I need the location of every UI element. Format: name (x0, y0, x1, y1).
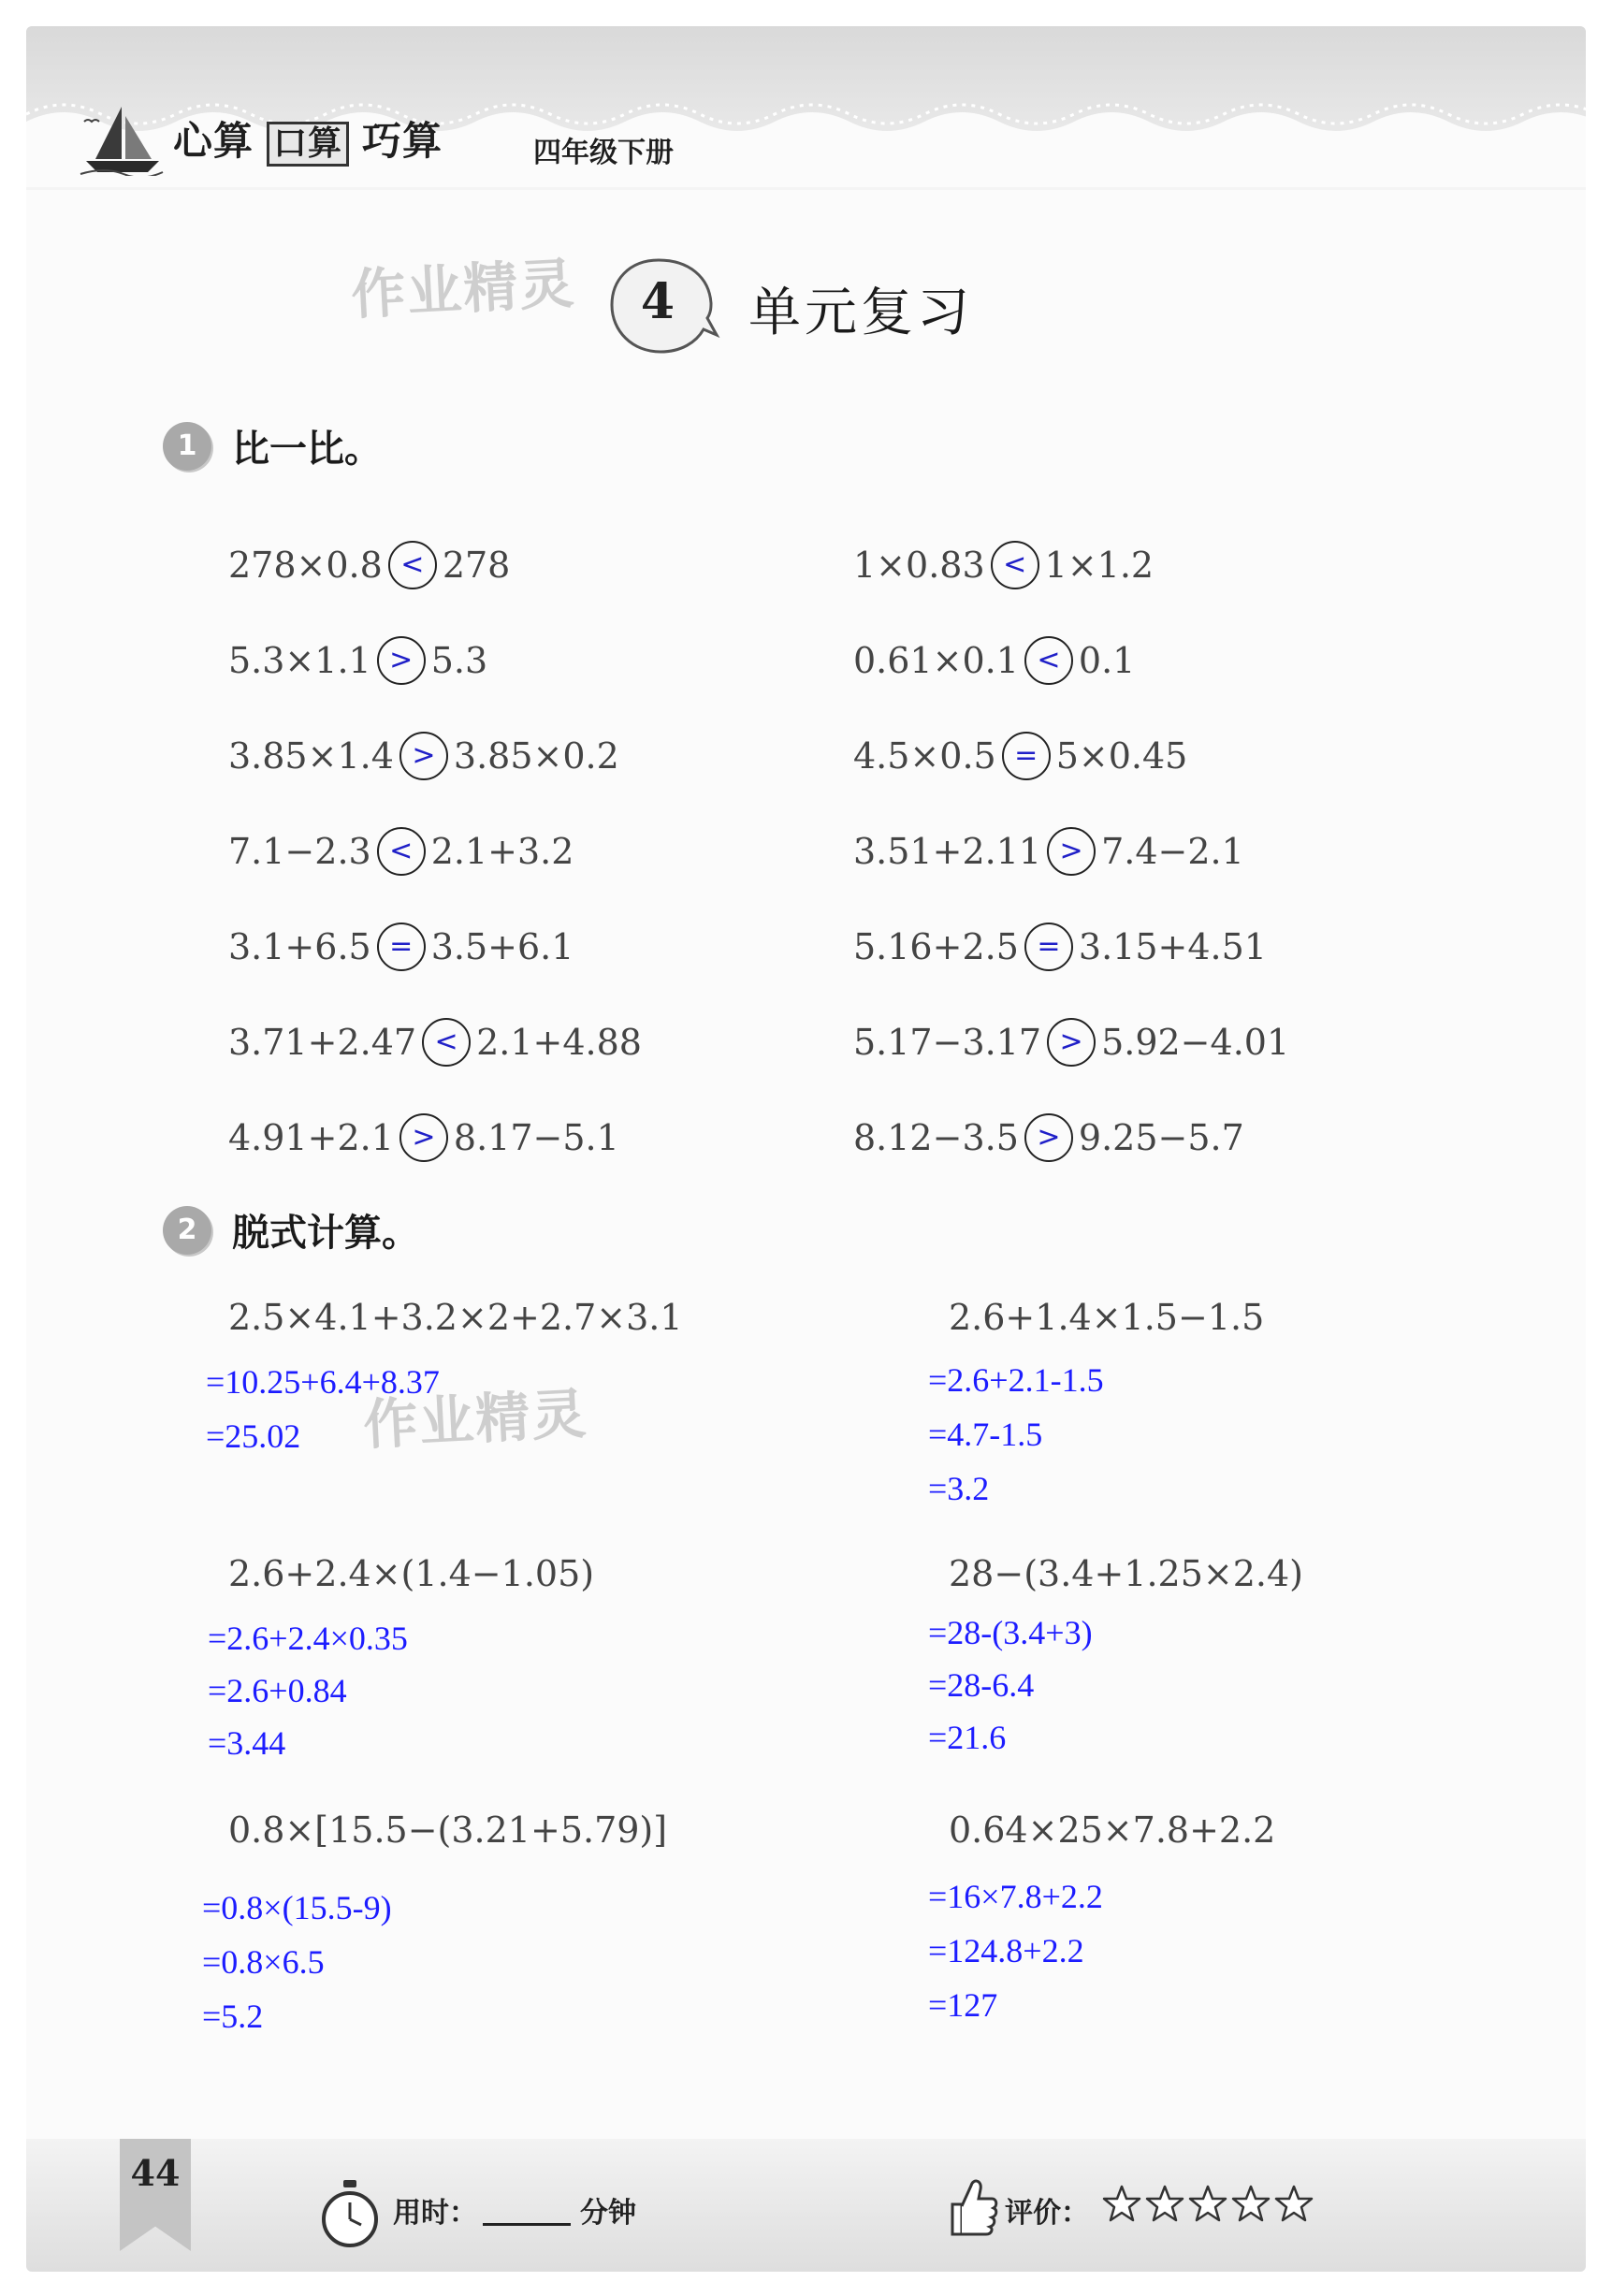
rating-star-icon[interactable] (1274, 2184, 1314, 2223)
calculation-step: =127 (928, 1986, 998, 2024)
comparison-item (228, 732, 619, 780)
comparison-right: 8.17−5.1 (453, 1117, 619, 1158)
comparison-sign-circle[interactable]: > (399, 732, 448, 780)
comparison-item (853, 827, 1244, 876)
comparison-sign-circle[interactable]: = (1024, 923, 1073, 971)
section-1-heading (163, 419, 382, 472)
comparison-left: 8.12−3.5 (853, 1117, 1019, 1158)
thumbs-up-icon (945, 2172, 999, 2240)
calculation-step: =0.8×6.5 (202, 1943, 325, 1981)
comparison-item (228, 827, 574, 876)
brand-logo (77, 101, 443, 176)
calculation-step: =25.02 (206, 1417, 301, 1455)
calculation-expression: 2.5×4.1+3.2×2+2.7×3.1 (228, 1297, 683, 1338)
comparison-sign-circle[interactable]: > (399, 1113, 448, 1162)
watermark-top: 作业精灵 (349, 251, 577, 327)
sailboat-icon (77, 101, 166, 176)
calculation-step: =2.6+0.84 (208, 1672, 347, 1709)
comparison-item (228, 923, 574, 971)
evaluation-label: 评价： (1005, 2197, 1089, 2230)
comparison-left: 3.51+2.11 (853, 831, 1042, 872)
comparison-right: 5×0.45 (1055, 735, 1188, 777)
calculation-step: =28-6.4 (928, 1666, 1035, 1704)
calculation-expression: 2.6+1.4×1.5−1.5 (949, 1297, 1265, 1338)
section-1-number: 1 (163, 422, 211, 471)
comparison-left: 5.16+2.5 (853, 926, 1019, 967)
footer-band (26, 2139, 1586, 2272)
comparison-item (853, 1113, 1244, 1162)
calculation-step: =2.6+2.1-1.5 (928, 1361, 1104, 1399)
comparison-item (853, 1018, 1289, 1067)
comparison-sign-circle[interactable]: = (1002, 732, 1051, 780)
calculation-step: =2.6+2.4×0.35 (208, 1620, 408, 1657)
calculation-step: =28-(3.4+3) (928, 1614, 1093, 1651)
section-1-title: 比一比。 (232, 428, 382, 471)
comparison-left: 3.1+6.5 (228, 926, 371, 967)
brand-title (173, 110, 443, 167)
brand-part-1: 心算 (173, 118, 254, 164)
comparison-right: 278 (442, 545, 511, 586)
comparison-sign-circle[interactable]: > (1047, 827, 1096, 876)
comparison-sign-circle[interactable]: < (991, 541, 1039, 589)
comparison-item (228, 1113, 619, 1162)
rating-star-icon[interactable] (1231, 2184, 1271, 2223)
rating-star-icon[interactable] (1102, 2184, 1141, 2223)
calculation-step: =16×7.8+2.2 (928, 1878, 1103, 1915)
comparison-sign-circle[interactable]: > (1024, 1113, 1073, 1162)
section-2-title: 脱式计算。 (232, 1212, 419, 1255)
calculation-expression: 0.64×25×7.8+2.2 (949, 1809, 1276, 1851)
comparison-sign-circle[interactable]: < (388, 541, 437, 589)
calculation-step: =3.44 (208, 1724, 286, 1762)
comparison-right: 5.92−4.01 (1101, 1022, 1290, 1063)
calculation-expression: 2.6+2.4×(1.4−1.05) (228, 1553, 595, 1594)
comparison-right: 3.5+6.1 (430, 926, 574, 967)
comparison-left: 5.17−3.17 (853, 1022, 1042, 1063)
brand-part-2: 口算 (267, 122, 349, 167)
comparison-sign-circle[interactable]: < (422, 1018, 471, 1067)
calculation-expression: 0.8×[15.5−(3.21+5.79)] (228, 1809, 668, 1851)
time-unit: 分钟 (580, 2197, 636, 2230)
section-2-number: 2 (163, 1206, 211, 1255)
comparison-right: 3.85×0.2 (453, 735, 619, 777)
comparison-left: 278×0.8 (228, 545, 383, 586)
comparison-right: 2.1+4.88 (476, 1022, 642, 1063)
calculation-step: =4.7-1.5 (928, 1416, 1043, 1453)
calculation-step: =3.2 (928, 1470, 990, 1507)
brand-part-3: 巧算 (362, 118, 443, 164)
comparison-item (228, 636, 487, 685)
comparison-sign-circle[interactable]: < (377, 827, 426, 876)
comparison-left: 4.91+2.1 (228, 1117, 394, 1158)
comparison-right: 3.15+4.51 (1078, 926, 1267, 967)
stopwatch-icon (318, 2178, 382, 2249)
time-blank-line[interactable] (483, 2223, 571, 2226)
comparison-left: 0.61×0.1 (853, 640, 1019, 681)
comparison-left: 7.1−2.3 (228, 831, 371, 872)
rating-star-icon[interactable] (1188, 2184, 1227, 2223)
comparison-right: 5.3 (430, 640, 488, 681)
calculation-step: =0.8×(15.5-9) (202, 1889, 392, 1926)
calculation-step: =10.25+6.4+8.37 (206, 1363, 440, 1401)
rating-star-icon[interactable] (1145, 2184, 1184, 2223)
comparison-left: 1×0.83 (853, 545, 985, 586)
page-number: 44 (130, 2152, 181, 2194)
comparison-right: 9.25−5.7 (1078, 1117, 1244, 1158)
unit-title: 单元复习 (748, 283, 973, 343)
comparison-item (853, 541, 1154, 589)
comparison-left: 3.85×1.4 (228, 735, 394, 777)
time-label: 用时： (393, 2197, 477, 2230)
comparison-left: 3.71+2.47 (228, 1022, 417, 1063)
comparison-right: 7.4−2.1 (1101, 831, 1244, 872)
grade-label: 四年级下册 (533, 137, 674, 169)
comparison-left: 5.3×1.1 (228, 640, 371, 681)
watermark-middle: 作业精灵 (361, 1381, 589, 1458)
comparison-right: 1×1.2 (1044, 545, 1155, 586)
comparison-item (853, 732, 1187, 780)
section-2-heading (163, 1203, 419, 1257)
comparison-left: 4.5×0.5 (853, 735, 996, 777)
comparison-item (853, 923, 1267, 971)
calculation-step: =124.8+2.2 (928, 1932, 1084, 1969)
comparison-right: 0.1 (1078, 640, 1136, 681)
comparison-sign-circle[interactable]: > (1047, 1018, 1096, 1067)
calculation-step: =21.6 (928, 1719, 1007, 1756)
calculation-step: =5.2 (202, 1998, 264, 2035)
comparison-item (228, 1018, 642, 1067)
comparison-item (228, 541, 510, 589)
rating-stars (1102, 2184, 1314, 2223)
comparison-sign-circle[interactable]: < (1024, 636, 1073, 685)
unit-number: 4 (640, 273, 675, 330)
comparison-sign-circle[interactable]: = (377, 923, 426, 971)
comparison-right: 2.1+3.2 (430, 831, 574, 872)
calculation-expression: 28−(3.4+1.25×2.4) (949, 1553, 1303, 1594)
comparison-sign-circle[interactable]: > (377, 636, 426, 685)
comparison-item (853, 636, 1135, 685)
